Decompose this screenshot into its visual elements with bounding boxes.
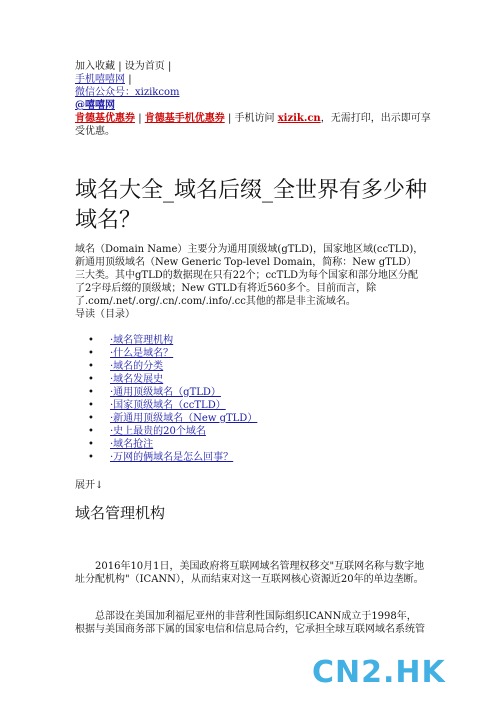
toc-item <box>88 386 257 399</box>
toc-item <box>88 347 257 360</box>
toc-item <box>88 360 257 373</box>
wechat-link[interactable]: 微信公众号：xizikcom <box>75 87 180 98</box>
toc-item <box>88 412 257 425</box>
separator: | <box>227 113 232 124</box>
page-title: 域名大全_域名后缀_全世界有多少种域名？ <box>75 178 428 233</box>
add-favorite-link[interactable]: 加入收藏 <box>75 61 115 72</box>
separator: | <box>167 61 172 72</box>
bullet-icon: • <box>88 361 94 372</box>
no-print-text: ，无需打印，出示即可享受优惠。 <box>75 113 431 137</box>
mobile-visit-text: 手机访问 <box>234 113 275 124</box>
top-row-5 <box>75 112 435 138</box>
mobile-url-link[interactable]: xizik.cn <box>277 113 321 124</box>
toc-item <box>88 438 257 451</box>
bullet-icon: • <box>88 374 94 385</box>
toc-title: 导读（目录） <box>75 309 135 320</box>
toc-item <box>88 334 257 347</box>
body-paragraph-2: 总部设在美国加利福尼亚州的非营利性国际组织ICANN成立于1998年，根据与美国商务部下属的国家电信和信息局合约，它承担全球互联网域名系统管 <box>75 611 425 635</box>
bullet-icon: • <box>88 387 94 398</box>
top-row-1 <box>75 60 435 73</box>
top-links <box>75 60 435 138</box>
toc-link[interactable]: ·史上最贵的20个域名 <box>110 426 206 437</box>
coupon-link-1[interactable]: 肯德基优惠券 <box>75 113 135 124</box>
toc-link[interactable]: ·国家顶级域名（ccTLD） <box>110 400 226 411</box>
bullet-icon: • <box>88 439 94 450</box>
bullet-icon: • <box>88 335 94 346</box>
toc-link[interactable]: ·域名发展史 <box>110 374 164 385</box>
intro-block <box>75 243 425 321</box>
toc-item <box>88 373 257 386</box>
bullet-icon: • <box>88 348 94 359</box>
bullet-icon: • <box>88 400 94 411</box>
toc-link[interactable]: ·万网的俩域名是怎么回事？ <box>110 452 234 463</box>
bullet-icon: • <box>88 452 94 463</box>
bullet-icon: • <box>88 426 94 437</box>
top-row-2 <box>75 73 435 86</box>
toc-link[interactable]: ·新通用顶级域名（New gTLD） <box>110 413 258 424</box>
watermark-logo: CN2.HK <box>312 655 446 690</box>
coupon-link-2[interactable]: 肯德基手机优惠券 <box>144 113 225 124</box>
section-heading: 域名管理机构 <box>75 504 166 522</box>
toc-item <box>88 451 257 464</box>
set-home-link[interactable]: 设为首页 <box>124 61 165 72</box>
toc-link[interactable]: ·域名的分类 <box>110 361 164 372</box>
top-row-4 <box>75 99 435 112</box>
table-of-contents <box>88 334 257 464</box>
bullet-icon: • <box>88 413 94 424</box>
intro-paragraph: 域名（Domain Name）主要分为通用顶级域(gTLD)，国家地区域(ccTLD)，新通用顶级域名（New Generic Top-level Domain，简称：New gTLD）三大类。其中gTLD的数据现在只有22个；ccTLD为每个国家和部分地区分配了2字母后缀的顶级域；New GTLD有将近560多个。目前而言，除了.com/.net/.org/.cn/.com/.info/.cc其他的都是非主流域名。 <box>75 244 424 307</box>
toc-link[interactable]: ·通用顶级域名（gTLD） <box>110 387 221 398</box>
toc-item <box>88 399 257 412</box>
toc-link[interactable]: ·什么是域名？ <box>110 348 174 359</box>
separator: | <box>118 61 122 72</box>
toc-link[interactable]: ·域名管理机构 <box>110 335 174 346</box>
body-paragraph-1: 2016年10月1日，美国政府将互联网域名管理权移交"互联网名称与数字地址分配机构"（ICANN），从而结束对这一互联网核心资源近20年的单边垄断。 <box>75 561 425 585</box>
expand-toggle[interactable]: 展开↓ <box>75 480 104 491</box>
top-row-3 <box>75 86 435 99</box>
mobile-site-link[interactable]: 手机嘻嘻网 <box>75 74 125 85</box>
brand-link[interactable]: @嘻嘻网 <box>75 100 115 111</box>
separator: | <box>128 74 132 85</box>
toc-link[interactable]: ·域名抢注 <box>110 439 154 450</box>
separator: | <box>138 113 142 124</box>
toc-item <box>88 425 257 438</box>
